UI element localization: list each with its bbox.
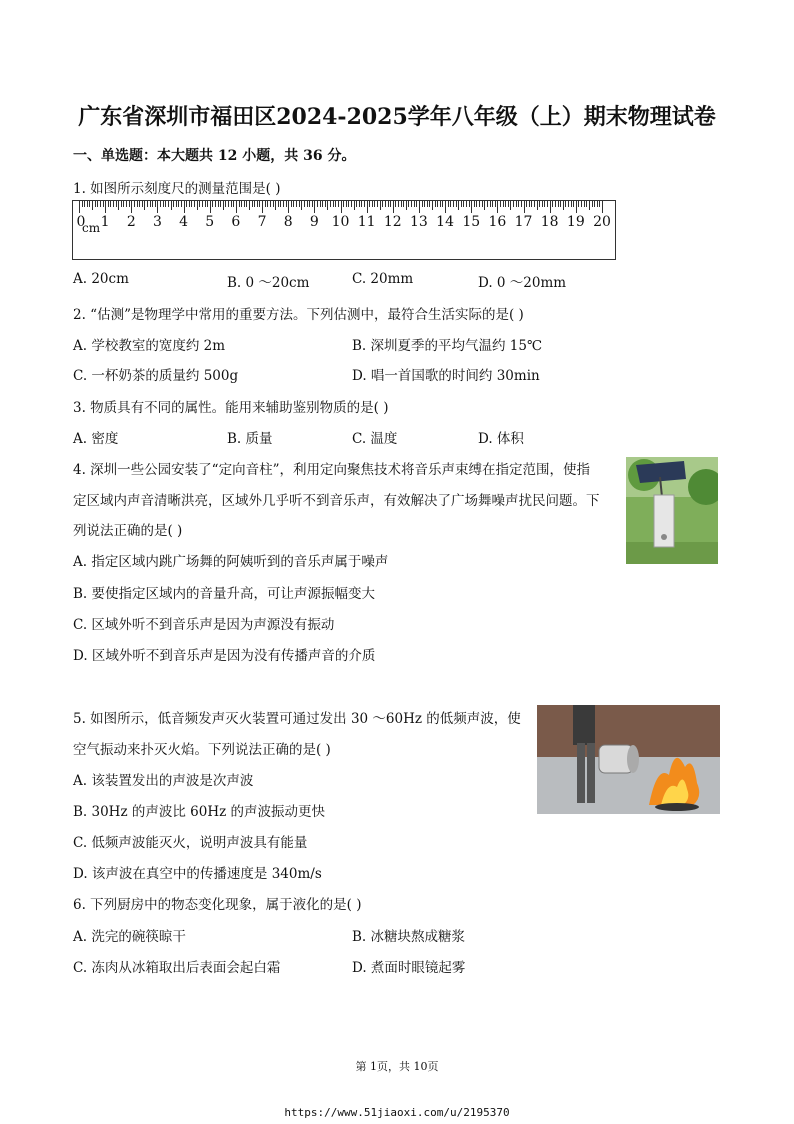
ruler-tick — [278, 201, 279, 207]
ruler-tick — [471, 201, 472, 213]
ruler-tick — [89, 201, 90, 207]
ruler-tick — [95, 201, 96, 207]
q3-option-d: D. 体积 — [478, 431, 524, 447]
ruler-tick — [116, 201, 117, 207]
ruler-tick — [524, 201, 525, 213]
ruler-tick — [79, 201, 80, 213]
ruler-tick — [440, 201, 441, 207]
ruler-tick — [550, 201, 551, 213]
ruler-tick — [147, 201, 148, 207]
ruler-tick — [191, 201, 192, 207]
ruler-tick — [453, 201, 454, 207]
ruler-tick — [207, 201, 208, 207]
ruler-label: 10 — [331, 214, 350, 230]
ruler-tick — [393, 201, 394, 213]
ruler-tick — [199, 201, 200, 207]
ruler-tick — [197, 201, 198, 210]
ruler-tick — [458, 201, 459, 210]
ruler-tick — [361, 201, 362, 207]
ruler-tick — [173, 201, 174, 207]
ruler-label: 0 — [76, 214, 86, 230]
ruler-tick — [215, 201, 216, 207]
ruler-tick — [165, 201, 166, 207]
ruler-tick — [599, 201, 600, 207]
ruler-tick — [356, 201, 357, 207]
ruler-tick — [584, 201, 585, 207]
ruler-tick — [437, 201, 438, 207]
ruler-tick — [314, 201, 315, 213]
ruler-tick — [547, 201, 548, 207]
ruler-tick — [288, 201, 289, 213]
ruler-tick — [142, 201, 143, 207]
q4-option-d: D. 区域外听不到音乐声是因为没有传播声音的介质 — [73, 648, 376, 664]
ruler-tick — [121, 201, 122, 207]
ruler-tick — [103, 201, 104, 207]
q1-stem: 1. 如图所示刻度尺的测量范围是( ) — [73, 181, 281, 197]
ruler-tick — [155, 201, 156, 207]
ruler-tick — [555, 201, 556, 207]
ruler-tick — [463, 201, 464, 207]
ruler-tick — [385, 201, 386, 207]
ruler-tick — [239, 201, 240, 207]
ruler-tick — [374, 201, 375, 207]
ruler-tick — [364, 201, 365, 207]
source-url[interactable]: https://www.51jiaoxi.com/u/2195370 — [284, 1106, 510, 1119]
ruler-tick — [241, 201, 242, 207]
ruler-tick — [139, 201, 140, 207]
ruler-tick — [186, 201, 187, 207]
ruler-tick — [500, 201, 501, 207]
ruler-tick — [482, 201, 483, 207]
ruler-tick — [516, 201, 517, 207]
q4-option-a: A. 指定区域内跳广场舞的阿姨听到的音乐声属于噪声 — [73, 554, 389, 570]
ruler-tick — [497, 201, 498, 213]
ruler-tick — [563, 201, 564, 210]
ruler-tick — [503, 201, 504, 207]
ruler-tick — [419, 201, 420, 213]
ruler-tick — [351, 201, 352, 207]
ruler-tick — [233, 201, 234, 207]
ruler-tick — [424, 201, 425, 207]
ruler-tick — [110, 201, 111, 207]
ruler-tick — [309, 201, 310, 207]
ruler-tick — [348, 201, 349, 207]
ruler-tick — [333, 201, 334, 207]
ruler-tick — [108, 201, 109, 207]
ruler-tick — [181, 201, 182, 207]
ruler-tick — [262, 201, 263, 213]
ruler-tick — [212, 201, 213, 207]
ruler-tick — [518, 201, 519, 207]
ruler-label: 19 — [566, 214, 585, 230]
ruler-tick — [448, 201, 449, 207]
q4-option-c: C. 区域外听不到音乐声是因为声源没有振动 — [73, 617, 335, 633]
ruler-tick — [293, 201, 294, 207]
ruler-tick — [249, 201, 250, 210]
ruler-label: 12 — [383, 214, 402, 230]
ruler-tick — [586, 201, 587, 207]
ruler-tick — [466, 201, 467, 207]
ruler-tick — [450, 201, 451, 207]
ruler-label: 16 — [488, 214, 507, 230]
ruler-tick — [92, 201, 93, 210]
q6-option-b: B. 冰糖块熬成糖浆 — [352, 929, 466, 945]
ruler-tick — [291, 201, 292, 207]
ruler-tick — [427, 201, 428, 207]
ruler-tick — [544, 201, 545, 207]
ruler-tick — [508, 201, 509, 207]
ruler-tick — [380, 201, 381, 210]
ruler-tick — [150, 201, 151, 207]
ruler-tick — [354, 201, 355, 210]
ruler-tick — [578, 201, 579, 207]
ruler-tick — [589, 201, 590, 210]
q4-stem-line-3: 列说法正确的是( ) — [73, 523, 183, 539]
page-footer: 第 1页，共 10页 — [355, 1060, 439, 1073]
q2-option-b: B. 深圳夏季的平均气温约 15℃ — [352, 338, 543, 354]
q3-option-b: B. 质量 — [227, 431, 273, 447]
q6-option-c: C. 冻肉从冰箱取出后表面会起白霜 — [73, 960, 281, 976]
ruler-tick — [307, 201, 308, 207]
ruler-tick — [558, 201, 559, 207]
ruler-tick — [382, 201, 383, 207]
q1-option-b: B. 0 ～20cm — [227, 275, 310, 291]
ruler-tick — [346, 201, 347, 207]
q2-stem: 2. “估测”是物理学中常用的重要方法。下列估测中，最符合生活实际的是( ) — [73, 307, 524, 323]
ruler-tick — [377, 201, 378, 207]
ruler-tick — [301, 201, 302, 210]
ruler-tick — [568, 201, 569, 207]
ruler-label: 18 — [540, 214, 559, 230]
ruler-label: 17 — [514, 214, 533, 230]
ruler-unit: cm — [82, 221, 101, 235]
ruler-tick — [495, 201, 496, 207]
ruler-tick — [254, 201, 255, 207]
ruler-tick — [505, 201, 506, 207]
ruler-tick — [320, 201, 321, 207]
ruler-tick — [581, 201, 582, 207]
q1-option-d: D. 0 ～20mm — [478, 275, 567, 291]
ruler-label: 14 — [436, 214, 455, 230]
q6-stem: 6. 下列厨房中的物态变化现象，属于液化的是( ) — [73, 897, 362, 913]
ruler-tick — [163, 201, 164, 207]
ruler-tick — [168, 201, 169, 207]
sonic-extinguisher-photo — [537, 705, 720, 814]
ruler-label: 5 — [205, 214, 215, 230]
ruler-tick — [220, 201, 221, 207]
ruler-tick — [296, 201, 297, 207]
ruler-tick — [573, 201, 574, 207]
ruler-tick — [335, 201, 336, 207]
q5-option-a: A. 该装置发出的声波是次声波 — [73, 773, 254, 789]
ruler-tick — [521, 201, 522, 207]
ruler-tick — [422, 201, 423, 207]
ruler-tick — [490, 201, 491, 207]
ruler-tick — [100, 201, 101, 207]
ruler-tick — [565, 201, 566, 207]
page-title: 广东省深圳市福田区2024-2025学年八年级（上）期末物理试卷 — [78, 104, 716, 130]
ruler-tick — [178, 201, 179, 207]
ruler-tick — [231, 201, 232, 207]
ruler-tick — [414, 201, 415, 207]
ruler-tick — [594, 201, 595, 207]
ruler-tick — [359, 201, 360, 207]
ruler-tick — [273, 201, 274, 207]
ruler-tick — [299, 201, 300, 207]
ruler-tick — [476, 201, 477, 207]
ruler-tick — [157, 201, 158, 213]
ruler-label: 2 — [126, 214, 136, 230]
ruler-tick — [456, 201, 457, 207]
ruler-label: 13 — [410, 214, 428, 230]
ruler-tick — [542, 201, 543, 207]
ruler-tick — [343, 201, 344, 207]
ruler-label: 15 — [462, 214, 481, 230]
ruler-tick — [259, 201, 260, 207]
ruler-tick — [152, 201, 153, 207]
ruler-tick — [246, 201, 247, 207]
ruler-label: 20 — [593, 214, 611, 230]
ruler-tick — [369, 201, 370, 207]
ruler-tick — [184, 201, 185, 213]
ruler-tick — [416, 201, 417, 207]
ruler-tick — [123, 201, 124, 207]
ruler-tick — [571, 201, 572, 207]
ruler-tick — [395, 201, 396, 207]
ruler-tick — [408, 201, 409, 207]
q6-option-d: D. 煮面时眼镜起雾 — [352, 960, 466, 976]
ruler-tick — [171, 201, 172, 210]
speaker-column-photo — [626, 457, 718, 564]
ruler-tick — [330, 201, 331, 207]
ruler-tick — [338, 201, 339, 207]
q5-option-c: C. 低频声波能灭火，说明声波具有能量 — [73, 835, 308, 851]
ruler-tick — [280, 201, 281, 207]
ruler-tick — [398, 201, 399, 207]
ruler-tick — [312, 201, 313, 207]
ruler-tick — [322, 201, 323, 207]
q1-option-c: C. 20mm — [352, 271, 414, 287]
q4-stem-line-2: 定区域内声音清晰洪亮，区域外几乎听不到音乐声，有效解决了广场舞噪声扰民问题。下 — [73, 493, 600, 509]
ruler-tick — [283, 201, 284, 207]
ruler-tick — [194, 201, 195, 207]
ruler-tick — [267, 201, 268, 207]
ruler-label: 8 — [283, 214, 293, 230]
ruler-tick — [223, 201, 224, 210]
ruler-tick — [411, 201, 412, 207]
q5-stem-line-2: 空气振动来扑灭火焰。下列说法正确的是( ) — [73, 742, 331, 758]
ruler-tick — [510, 201, 511, 210]
ruler-tick — [469, 201, 470, 207]
ruler-label: 11 — [357, 214, 376, 230]
ruler-tick — [189, 201, 190, 207]
ruler-tick — [113, 201, 114, 207]
ruler-tick — [461, 201, 462, 207]
q2-option-a: A. 学校教室的宽度约 2m — [73, 338, 226, 354]
ruler-tick — [244, 201, 245, 207]
q3-stem: 3. 物质具有不同的属性。能用来辅助鉴别物质的是( ) — [73, 400, 389, 416]
ruler-tick — [479, 201, 480, 207]
ruler-tick — [275, 201, 276, 210]
q4-option-b: B. 要使指定区域内的音量升高，可让声源振幅变大 — [73, 586, 376, 602]
q3-option-c: C. 温度 — [352, 431, 398, 447]
ruler-tick — [445, 201, 446, 213]
ruler-tick — [270, 201, 271, 207]
ruler-tick — [531, 201, 532, 207]
ruler-label: 9 — [309, 214, 319, 230]
ruler-tick — [429, 201, 430, 207]
ruler-label: 7 — [257, 214, 267, 230]
ruler-tick — [105, 201, 106, 213]
ruler-tick — [202, 201, 203, 207]
ruler-tick — [435, 201, 436, 207]
ruler-tick — [144, 201, 145, 210]
ruler-tick — [228, 201, 229, 207]
q5-option-b: B. 30Hz 的声波比 60Hz 的声波振动更快 — [73, 804, 326, 820]
ruler-tick — [84, 201, 85, 207]
q3-option-a: A. 密度 — [73, 431, 119, 447]
ruler-tick — [552, 201, 553, 207]
ruler-tick — [160, 201, 161, 207]
section-heading: 一、单选题：本大题共 12 小题，共 36 分。 — [73, 148, 356, 164]
ruler-tick — [513, 201, 514, 207]
ruler-tick — [252, 201, 253, 207]
ruler-tick — [487, 201, 488, 207]
ruler-tick — [341, 201, 342, 213]
q5-stem-line-1: 5. 如图所示，低音频发声灭火装置可通过发出 30 ～60Hz 的低频声波，使 — [73, 711, 521, 727]
ruler-tick — [236, 201, 237, 213]
ruler-tick — [534, 201, 535, 207]
ruler-tick — [602, 201, 603, 213]
ruler-tick — [484, 201, 485, 210]
ruler-tick — [176, 201, 177, 207]
ruler-tick — [529, 201, 530, 207]
ruler-tick — [82, 201, 83, 207]
ruler-tick — [137, 201, 138, 207]
ruler-tick — [367, 201, 368, 213]
ruler-tick — [87, 201, 88, 207]
ruler-tick — [597, 201, 598, 207]
q4-stem-line-1: 4. 深圳一些公园安装了“定向音柱”，利用定向聚焦技术将音乐声束缚在指定范围，使指 — [73, 462, 590, 478]
ruler-label: 4 — [179, 214, 189, 230]
ruler-tick — [401, 201, 402, 207]
ruler-tick — [372, 201, 373, 207]
ruler-tick — [134, 201, 135, 207]
q6-option-a: A. 洗完的碗筷晾干 — [73, 929, 186, 945]
ruler-tick — [403, 201, 404, 207]
ruler-tick — [592, 201, 593, 207]
ruler-tick — [129, 201, 130, 207]
ruler-tick — [442, 201, 443, 207]
ruler-tick — [432, 201, 433, 210]
ruler-tick — [526, 201, 527, 207]
ruler-tick — [388, 201, 389, 207]
ruler-tick — [492, 201, 493, 207]
ruler-tick — [560, 201, 561, 207]
ruler-tick — [131, 201, 132, 213]
q5-option-d: D. 该声波在真空中的传播速度是 340m/s — [73, 866, 322, 882]
ruler-tick — [257, 201, 258, 207]
ruler-tick — [539, 201, 540, 207]
ruler-label: 3 — [152, 214, 162, 230]
q2-option-c: C. 一杯奶茶的质量约 500g — [73, 368, 239, 384]
q1-option-a: A. 20cm — [73, 271, 129, 287]
ruler-label: 6 — [231, 214, 241, 230]
ruler-tick — [325, 201, 326, 207]
ruler-tick — [390, 201, 391, 207]
ruler-tick — [327, 201, 328, 210]
ruler-tick — [118, 201, 119, 210]
ruler-label: 1 — [100, 214, 110, 230]
ruler-tick — [210, 201, 211, 213]
ruler-tick — [265, 201, 266, 207]
ruler-tick — [474, 201, 475, 207]
ruler-tick — [97, 201, 98, 207]
ruler-tick — [406, 201, 407, 210]
ruler-tick — [205, 201, 206, 207]
ruler-tick — [218, 201, 219, 207]
ruler-tick — [576, 201, 577, 213]
ruler-tick — [225, 201, 226, 207]
ruler-tick — [317, 201, 318, 207]
ruler-tick — [304, 201, 305, 207]
ruler-figure — [72, 200, 616, 260]
ruler-tick — [286, 201, 287, 207]
q2-option-d: D. 唱一首国歌的时间约 30min — [352, 368, 540, 384]
ruler-tick — [126, 201, 127, 207]
ruler-tick — [537, 201, 538, 210]
